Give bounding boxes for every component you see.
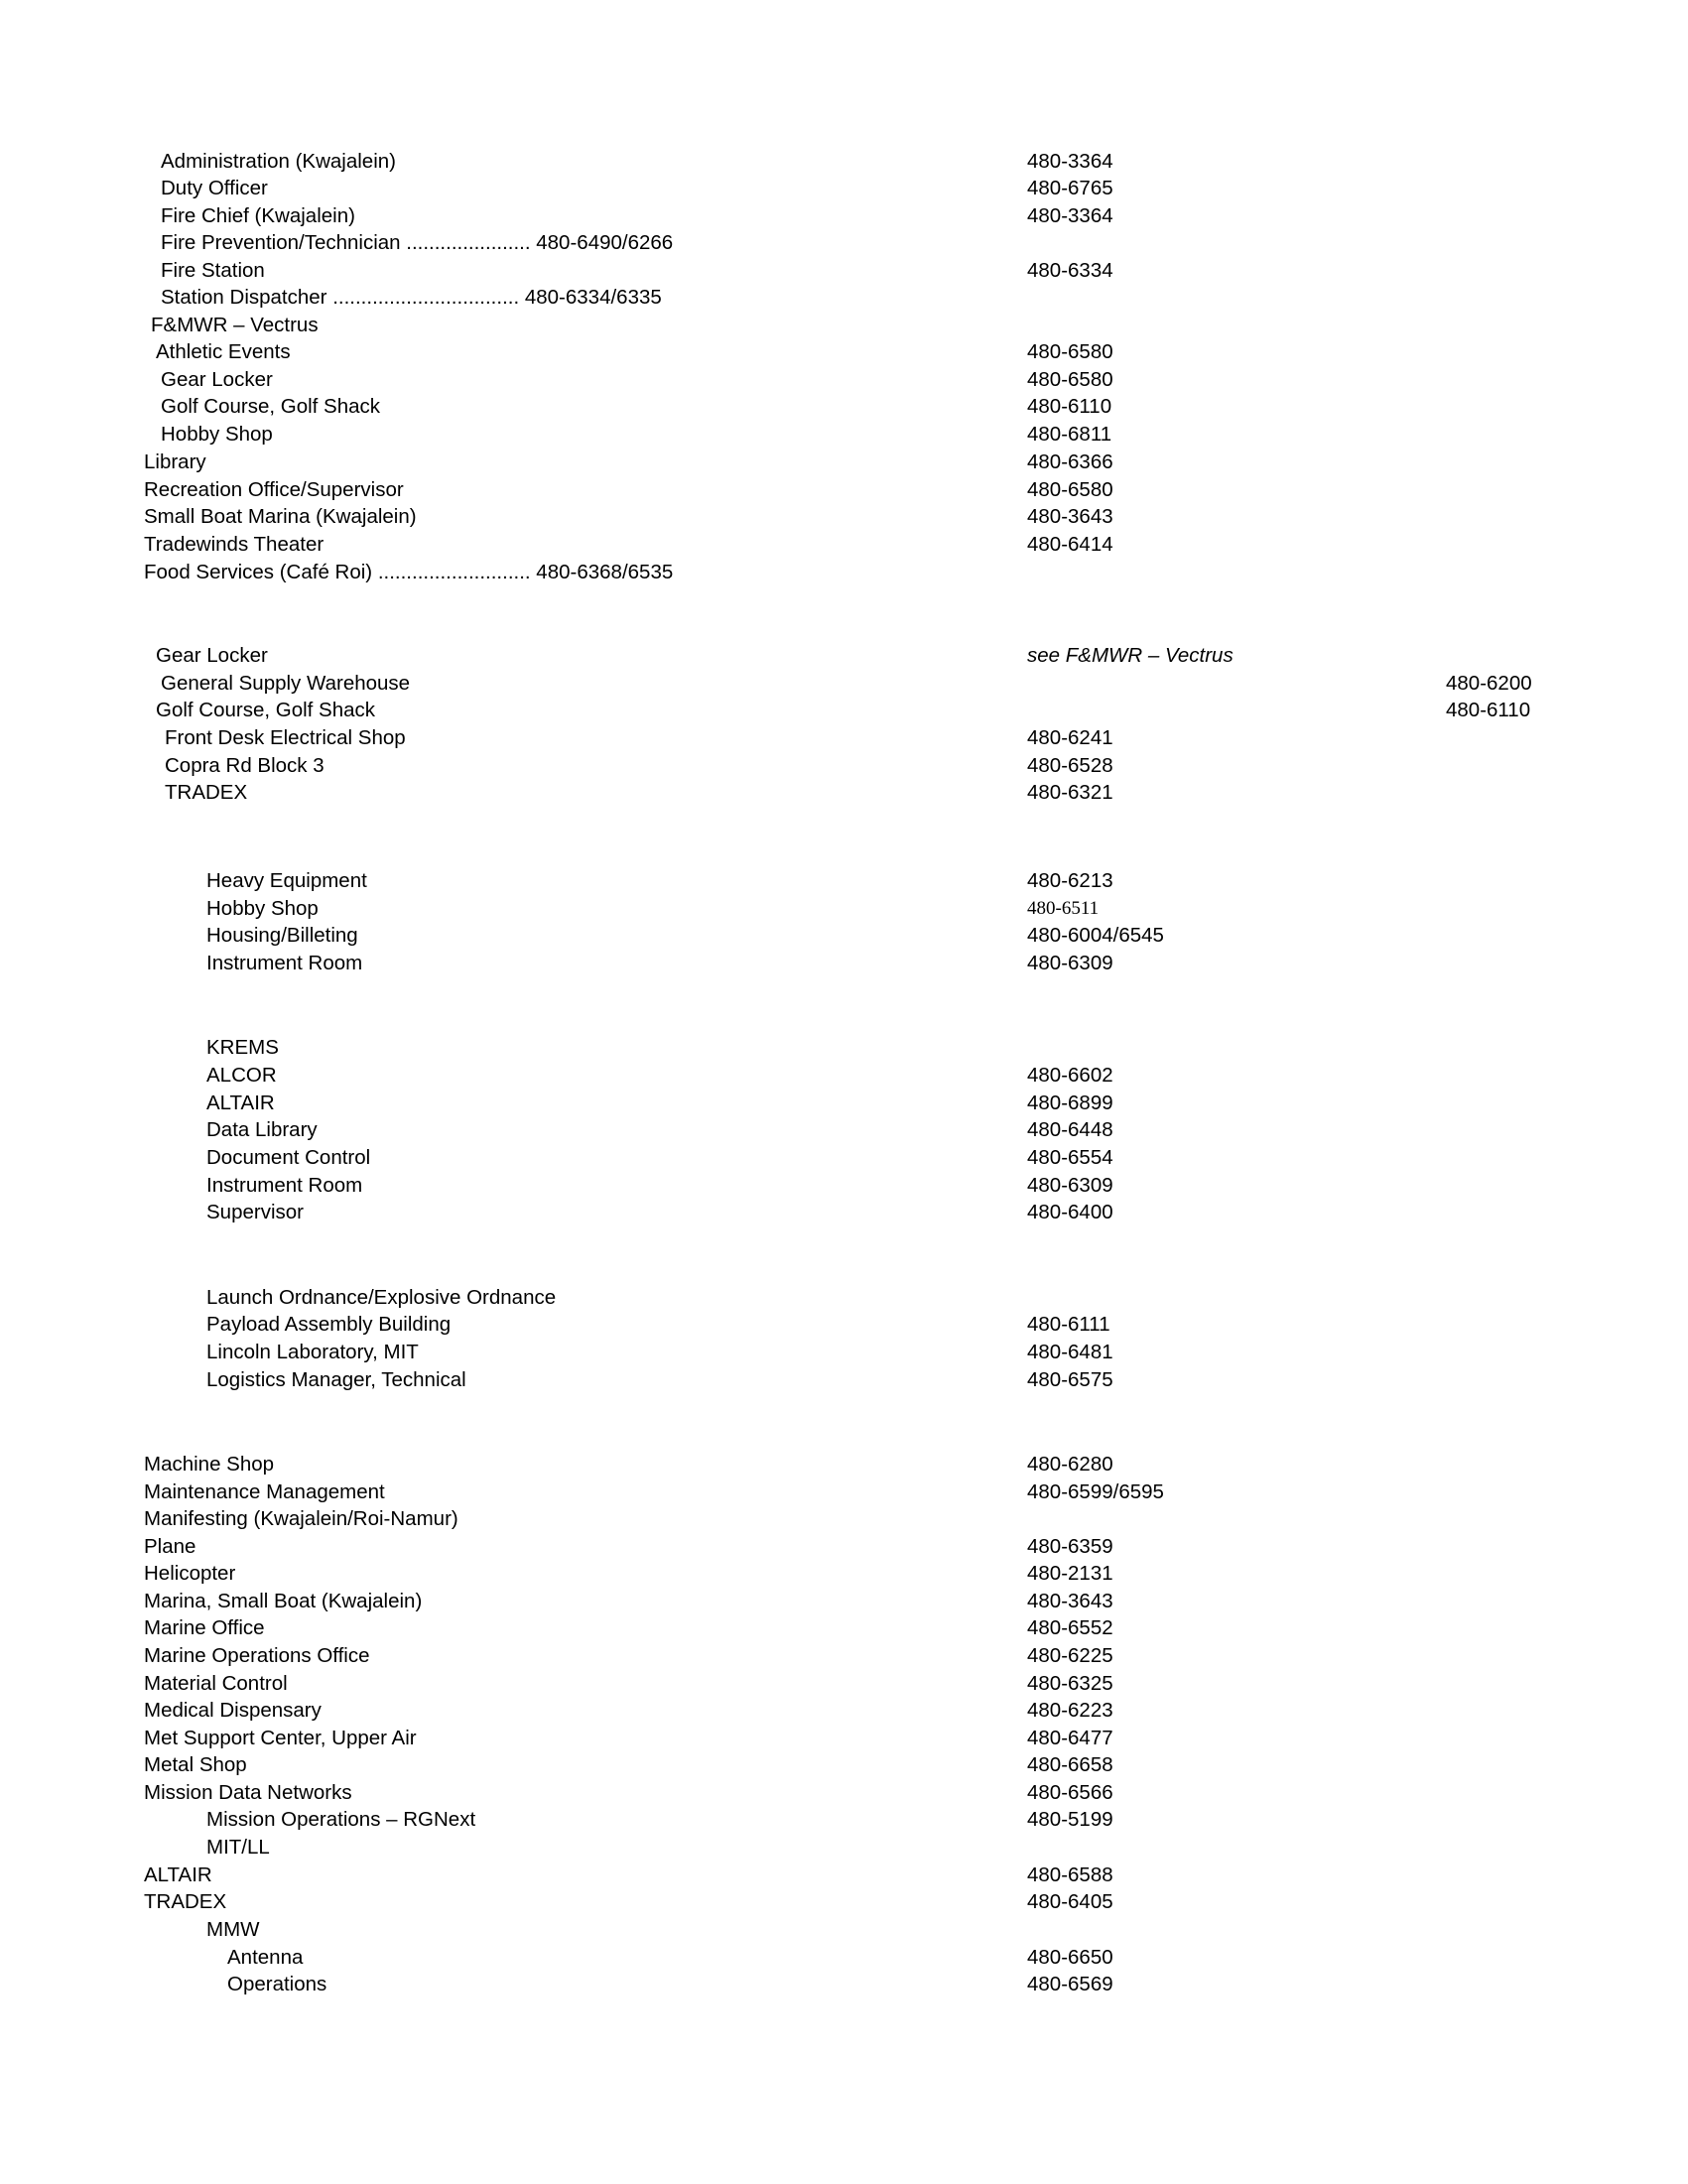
entry-phone: 480-3364 bbox=[1027, 150, 1113, 173]
entry-name: Met Support Center, Upper Air bbox=[144, 1727, 417, 1749]
entry-phone: 480-6599/6595 bbox=[1027, 1480, 1164, 1503]
entry-name: Payload Assembly Building bbox=[206, 1313, 452, 1336]
entry-name: TRADEX bbox=[144, 1890, 227, 1913]
entry-name: Maintenance Management bbox=[144, 1480, 385, 1503]
entry-phone: 480-6528 bbox=[1027, 754, 1113, 777]
entry-phone: 480-6765 bbox=[1027, 177, 1113, 199]
entry-name: MIT/LL bbox=[206, 1836, 270, 1859]
entry-phone: 480-6325 bbox=[1027, 1672, 1113, 1695]
entry-phone: 480-6552 bbox=[1027, 1616, 1113, 1639]
entry-phone: 480-6511 bbox=[1027, 898, 1100, 919]
entry-name: Golf Course, Golf Shack bbox=[161, 395, 381, 418]
entry-name: Front Desk Electrical Shop bbox=[165, 726, 406, 749]
entry-name-dotted: Station Dispatcher ................................. 480-6334/6335 bbox=[161, 286, 662, 309]
entry-name: Instrument Room bbox=[206, 1174, 363, 1197]
entry-name: Copra Rd Block 3 bbox=[165, 754, 325, 777]
entry-phone: 480-6004/6545 bbox=[1027, 924, 1164, 947]
entry-name: Athletic Events bbox=[156, 340, 291, 363]
entry-phone: 480-6899 bbox=[1027, 1092, 1113, 1114]
entry-name: ALTAIR bbox=[144, 1863, 212, 1886]
entry-name: Operations bbox=[227, 1973, 327, 1995]
entry-name: Golf Course, Golf Shack bbox=[156, 699, 376, 721]
entry-name: Logistics Manager, Technical bbox=[206, 1368, 466, 1391]
entry-phone: 480-6213 bbox=[1027, 869, 1113, 892]
entry-name-dotted: Fire Prevention/Technician ...................... 480-6490/6266 bbox=[161, 231, 674, 254]
entry-phone: 480-6110 bbox=[1446, 699, 1531, 721]
entry-name: Document Control bbox=[206, 1146, 371, 1169]
entry-name: Material Control bbox=[144, 1672, 288, 1695]
section-heading: F&MWR – Vectrus bbox=[151, 314, 319, 336]
entry-name-dotted: Food Services (Café Roi) ........................... 480-6368/6535 bbox=[144, 561, 674, 583]
entry-name: Heavy Equipment bbox=[206, 869, 367, 892]
entry-name: Small Boat Marina (Kwajalein) bbox=[144, 505, 417, 528]
entry-phone: 480-5199 bbox=[1027, 1808, 1113, 1831]
entry-name: Marina, Small Boat (Kwajalein) bbox=[144, 1590, 423, 1612]
entry-name: Supervisor bbox=[206, 1201, 304, 1223]
entry-phone: 480-6650 bbox=[1027, 1946, 1113, 1969]
entry-phone: 480-6575 bbox=[1027, 1368, 1113, 1391]
entry-phone: 480-6588 bbox=[1027, 1863, 1113, 1886]
entry-name: ALTAIR bbox=[206, 1092, 275, 1114]
entry-phone: 480-6481 bbox=[1027, 1341, 1113, 1363]
entry-see-reference: see F&MWR – Vectrus bbox=[1027, 644, 1234, 667]
entry-phone: 480-2131 bbox=[1027, 1562, 1113, 1585]
entry-phone: 480-6569 bbox=[1027, 1973, 1113, 1995]
entry-phone: 480-6111 bbox=[1027, 1313, 1110, 1336]
entry-phone: 480-6309 bbox=[1027, 1174, 1113, 1197]
entry-phone: 480-3364 bbox=[1027, 204, 1113, 227]
entry-phone: 480-6366 bbox=[1027, 450, 1113, 473]
entry-name: TRADEX bbox=[165, 781, 248, 804]
entry-phone: 480-6223 bbox=[1027, 1699, 1113, 1722]
entry-name: Administration (Kwajalein) bbox=[161, 150, 396, 173]
entry-phone: 480-6554 bbox=[1027, 1146, 1113, 1169]
entry-phone: 480-6811 bbox=[1027, 423, 1112, 446]
entry-phone: 480-6334 bbox=[1027, 259, 1113, 282]
entry-name: Helicopter bbox=[144, 1562, 236, 1585]
entry-phone: 480-6200 bbox=[1446, 672, 1532, 695]
entry-name: Hobby Shop bbox=[206, 897, 319, 920]
entry-name: Mission Operations – RGNext bbox=[206, 1808, 476, 1831]
entry-name: Lincoln Laboratory, MIT bbox=[206, 1341, 419, 1363]
entry-phone: 480-6580 bbox=[1027, 478, 1113, 501]
entry-name: Medical Dispensary bbox=[144, 1699, 322, 1722]
section-heading: Launch Ordnance/Explosive Ordnance bbox=[206, 1286, 557, 1309]
entry-phone: 480-6225 bbox=[1027, 1644, 1113, 1667]
entry-phone: 480-6477 bbox=[1027, 1727, 1113, 1749]
entry-name: Recreation Office/Supervisor bbox=[144, 478, 404, 501]
entry-name: Antenna bbox=[227, 1946, 304, 1969]
entry-phone: 480-6241 bbox=[1027, 726, 1113, 749]
entry-phone: 480-6658 bbox=[1027, 1753, 1113, 1776]
entry-name: Tradewinds Theater bbox=[144, 533, 325, 556]
entry-name: Metal Shop bbox=[144, 1753, 247, 1776]
entry-phone: 480-6580 bbox=[1027, 340, 1113, 363]
entry-name: Gear Locker bbox=[161, 368, 273, 391]
entry-name: Hobby Shop bbox=[161, 423, 273, 446]
entry-phone: 480-6321 bbox=[1027, 781, 1113, 804]
entry-phone: 480-3643 bbox=[1027, 505, 1113, 528]
entry-name: Mission Data Networks bbox=[144, 1781, 352, 1804]
entry-name: Plane bbox=[144, 1535, 196, 1558]
entry-phone: 480-6400 bbox=[1027, 1201, 1113, 1223]
entry-phone: 480-6280 bbox=[1027, 1453, 1113, 1476]
entry-name: Marine Operations Office bbox=[144, 1644, 370, 1667]
entry-name: Fire Station bbox=[161, 259, 265, 282]
entry-phone: 480-3643 bbox=[1027, 1590, 1113, 1612]
entry-name: General Supply Warehouse bbox=[161, 672, 411, 695]
entry-name: Instrument Room bbox=[206, 952, 363, 974]
entry-name: Duty Officer bbox=[161, 177, 268, 199]
entry-name: Housing/Billeting bbox=[206, 924, 358, 947]
entry-name: Marine Office bbox=[144, 1616, 265, 1639]
entry-phone: 480-6566 bbox=[1027, 1781, 1113, 1804]
entry-name: MMW bbox=[206, 1918, 260, 1941]
entry-name: Library bbox=[144, 450, 206, 473]
entry-name: Gear Locker bbox=[156, 644, 268, 667]
entry-phone: 480-6414 bbox=[1027, 533, 1113, 556]
entry-name: Manifesting (Kwajalein/Roi-Namur) bbox=[144, 1507, 458, 1530]
entry-phone: 480-6110 bbox=[1027, 395, 1112, 418]
entry-name: Data Library bbox=[206, 1118, 318, 1141]
entry-name: Machine Shop bbox=[144, 1453, 275, 1476]
section-heading: KREMS bbox=[206, 1036, 279, 1059]
entry-phone: 480-6448 bbox=[1027, 1118, 1113, 1141]
entry-phone: 480-6602 bbox=[1027, 1064, 1113, 1087]
entry-name: ALCOR bbox=[206, 1064, 277, 1087]
entry-phone: 480-6405 bbox=[1027, 1890, 1113, 1913]
entry-phone: 480-6580 bbox=[1027, 368, 1113, 391]
entry-phone: 480-6359 bbox=[1027, 1535, 1113, 1558]
entry-phone: 480-6309 bbox=[1027, 952, 1113, 974]
entry-name: Fire Chief (Kwajalein) bbox=[161, 204, 355, 227]
